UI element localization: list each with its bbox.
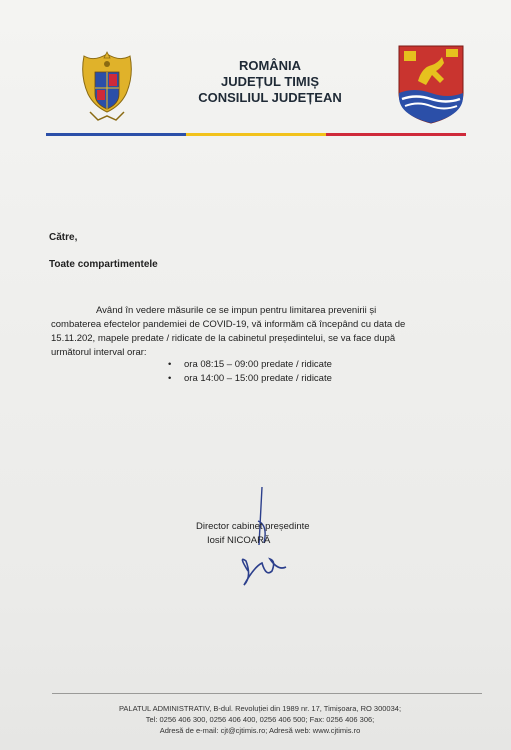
schedule-item: • ora 08:15 – 09:00 predate / ridicate <box>168 358 332 372</box>
body-line: Având în vedere măsurile ce se impun pentru limitarea prevenirii și <box>96 305 377 316</box>
footer-contact-line: Tel: 0256 406 300, 0256 406 400, 0256 406 500; Fax: 0256 406 306; <box>145 715 375 724</box>
tricolor-yellow-segment <box>186 133 326 136</box>
body-line: 15.11.202, mapele predate / ridicate de la cabinetul președintelui, se va face după <box>51 333 396 344</box>
institution-header <box>150 58 390 106</box>
footer-divider <box>52 693 482 694</box>
romania-coat-of-arms-icon <box>76 46 138 126</box>
signatory-role: Director cabinet președinte <box>196 521 310 532</box>
tricolor-divider <box>46 133 466 136</box>
schedule-list <box>168 358 332 386</box>
footer-web-line: Adresă de e-mail: cjt@cjtimis.ro; Adresă web: www.cjtimis.ro <box>159 726 361 735</box>
header-country: ROMÂNIA <box>238 58 302 73</box>
body-line: combaterea efectelor pandemiei de COVID-19, vă informăm că începând cu data de <box>51 319 406 330</box>
timis-coat-of-arms-icon <box>396 43 466 125</box>
tricolor-red-segment <box>326 133 466 136</box>
schedule-item: • ora 14:00 – 15:00 predate / ridicate <box>168 372 332 386</box>
header-council: CONSILIUL JUDEȚEAN <box>198 90 342 105</box>
signatory-name: Iosif NICOARĂ <box>207 535 271 546</box>
letter-body <box>51 304 456 360</box>
footer-address-line: PALATUL ADMINISTRATIV, B-dul. Revoluției din 1989 nr. 17, Timișoara, RO 300034; <box>118 704 402 713</box>
recipient: Toate compartimentele <box>49 259 158 270</box>
tricolor-blue-segment <box>46 133 186 136</box>
body-line: următorul interval orar: <box>51 347 147 358</box>
header-county: JUDEȚUL TIMIȘ <box>221 74 319 89</box>
salutation: Către, <box>49 232 78 243</box>
footer-address <box>60 703 460 736</box>
